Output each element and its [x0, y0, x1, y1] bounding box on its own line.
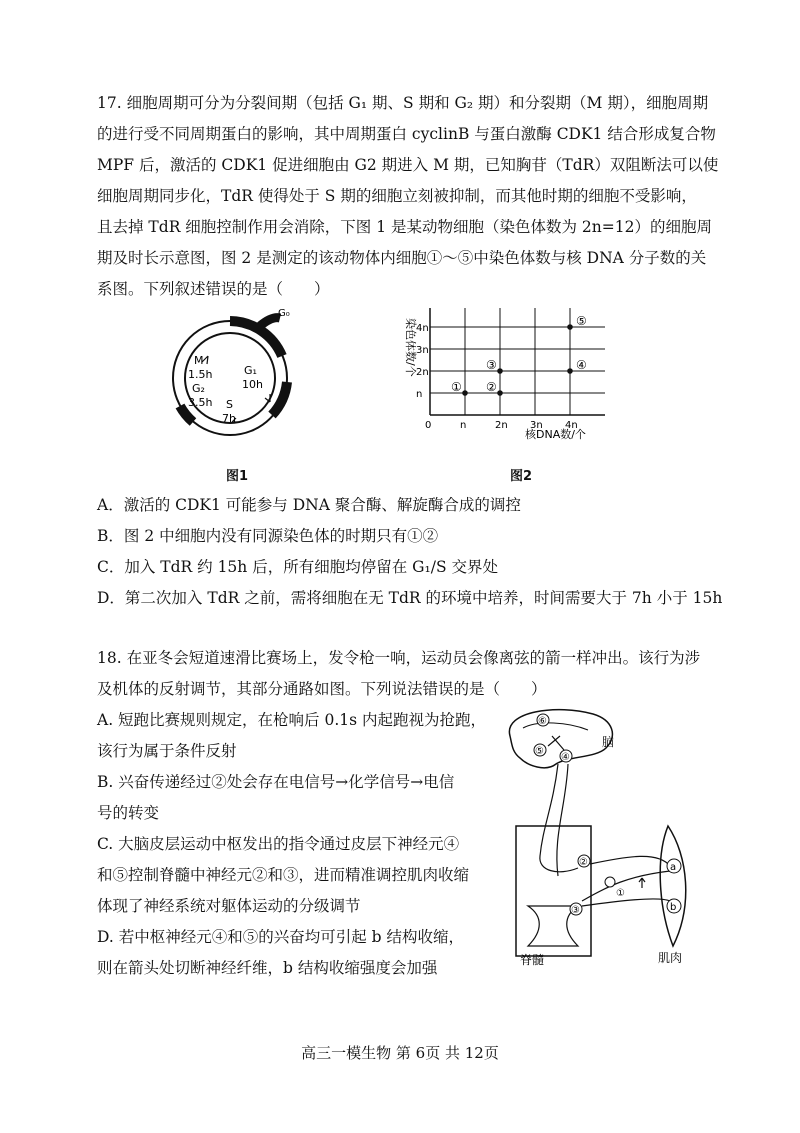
- figure-reflex-pathway: [498, 706, 733, 966]
- q17-option-a: A．激活的 CDK1 可能参与 DNA 聚合酶、解旋酶合成的调控: [97, 496, 521, 514]
- page-footer: 高三一模生物 第 6页 共 12页: [301, 1044, 499, 1062]
- fig2-data-point: [497, 368, 503, 374]
- fig1-g2-label: G₂: [192, 382, 205, 395]
- fig2-point-label: ②: [486, 380, 497, 394]
- cut-arrow: [639, 878, 645, 888]
- fig2-x-tick: 4n: [565, 420, 578, 431]
- q17-line: 期及时长示意图，图 2 是测定的该动物体内细胞①～⑤中染色体数与核 DNA 分子数的关: [97, 249, 707, 267]
- fig2-x-tick: 3n: [530, 420, 543, 431]
- fig2-x-label: 核DNA数/个: [525, 428, 586, 441]
- fig1-m-label: M: [194, 354, 204, 367]
- q18-option-c-cont: 和⑤控制脊髓中神经元②和③，进而精准调控肌肉收缩: [97, 866, 470, 884]
- fig2-point-label: ⑤: [576, 314, 587, 328]
- q17-line: MPF 后，激活的 CDK1 促进细胞由 G2 期进入 M 期，已知胸苷（TdR）双阻断法可以使: [97, 156, 719, 174]
- fig2-y-tick: 2n: [416, 367, 429, 378]
- q18-option-d: D. 若中枢神经元④和⑤的兴奋均可引起 b 结构收缩，: [97, 928, 465, 946]
- muscle-a-label: a: [670, 862, 677, 873]
- q18-option-b-cont: 号的转变: [97, 804, 160, 822]
- figure-2-caption: 图2: [510, 469, 533, 484]
- neuron-4-label: ④: [561, 752, 570, 763]
- q18-line: 18. 在亚冬会短道速滑比赛场上，发令枪一响，运动员会像离弦的箭一样冲出。该行为涉: [97, 649, 701, 667]
- q17-option-d: D．第二次加入 TdR 之前，需将细胞在无 TdR 的环境中培养，时间需要大于 7h 小于 15h: [97, 589, 723, 607]
- q18-line: 及机体的反射调节，其部分通路如图。下列说法错误的是（ ）: [97, 680, 547, 698]
- muscle-label: 肌肉: [658, 951, 683, 965]
- fig2-y-tick: 3n: [416, 345, 429, 356]
- fig1-g2-time: 3.5h: [188, 396, 213, 409]
- q18-option-a: A. 短跑比赛规则规定，在枪响后 0.1s 内起跑视为抢跑，: [97, 711, 487, 729]
- fig1-s-time: 7h: [222, 412, 236, 425]
- fig2-data-point: [567, 324, 573, 330]
- fig1-s-label: S: [226, 398, 233, 411]
- fig2-origin: 0: [425, 420, 432, 431]
- neuron-5-label: ⑤: [535, 746, 544, 757]
- fig1-g0-label: G₀: [278, 308, 290, 319]
- q17-line: 细胞周期同步化，TdR 使得处于 S 期的细胞立刻被抑制，而其他时期的细胞不受影响，: [97, 187, 697, 205]
- question-17-options: [97, 490, 737, 614]
- figure-1-caption: 图1: [226, 469, 249, 484]
- fig2-x-tick: 2n: [495, 420, 508, 431]
- fig2-point-label: ①: [451, 380, 462, 394]
- figure-1-cell-cycle: [160, 298, 310, 448]
- q17-line: 系图。下列叙述错误的是（ ）: [97, 280, 330, 298]
- fig1-g1-label: G₁: [244, 364, 257, 377]
- neuron-3-label: ③: [571, 905, 580, 916]
- fig2-data-point: [567, 368, 573, 374]
- question-18-stem: [97, 643, 737, 705]
- brain-label: 脑: [602, 735, 615, 749]
- q18-option-c-cont2: 体现了神经系统对躯体运动的分级调节: [97, 897, 361, 915]
- question-18-options: [97, 705, 487, 984]
- muscle-b-label: b: [670, 902, 677, 913]
- q17-line: 的进行受不同周期蛋白的影响，其中周期蛋白 cyclinB 与蛋白激酶 CDK1 结合形成复合物: [97, 125, 716, 143]
- question-17-stem: [97, 88, 737, 305]
- figure-2-chart: [395, 300, 625, 450]
- neuron-1-label: ①: [616, 888, 625, 899]
- fig1-m-time: 1.5h: [188, 368, 213, 381]
- muscle-outline: [660, 826, 686, 946]
- q18-option-d-cont: 则在箭头处切断神经纤维，b 结构收缩强度会加强: [97, 959, 438, 977]
- fig2-point-label: ③: [486, 358, 497, 372]
- q18-option-a-cont: 该行为属于条件反射: [97, 742, 237, 760]
- q17-option-c: C．加入 TdR 约 15h 后，所有细胞均停留在 G₁/S 交界处: [97, 558, 498, 576]
- spinal-label: 脊髓: [520, 953, 545, 966]
- fig2-y-tick: 4n: [416, 323, 429, 334]
- fig1-g1-time: 10h: [242, 378, 263, 391]
- q18-option-b: B. 兴奋传递经过②处会存在电信号→化学信号→电信: [97, 773, 455, 791]
- fig2-y-label: 染色体数/个: [404, 318, 417, 377]
- fig2-data-point: [462, 390, 468, 396]
- neuron-6-label: ⑥: [538, 716, 547, 727]
- q17-line: 17. 细胞周期可分为分裂间期（包括 G₁ 期、S 期和 G₂ 期）和分裂期（M 期），细胞周期: [97, 94, 709, 112]
- neuron-2-label: ②: [579, 857, 588, 868]
- fig2-x-tick: n: [460, 420, 467, 431]
- fig2-data-point: [497, 390, 503, 396]
- spinal-cord: [516, 826, 591, 956]
- q17-option-b: B．图 2 中细胞内没有同源染色体的时期只有①②: [97, 527, 439, 545]
- fig2-y-tick: n: [416, 389, 423, 400]
- fig2-point-label: ④: [576, 358, 587, 372]
- q17-line: 且去掉 TdR 细胞控制作用会消除，下图 1 是某动物细胞（染色体数为 2n=12）的细胞周: [97, 218, 712, 236]
- q18-option-c: C. 大脑皮层运动中枢发出的指令通过皮层下神经元④: [97, 835, 460, 853]
